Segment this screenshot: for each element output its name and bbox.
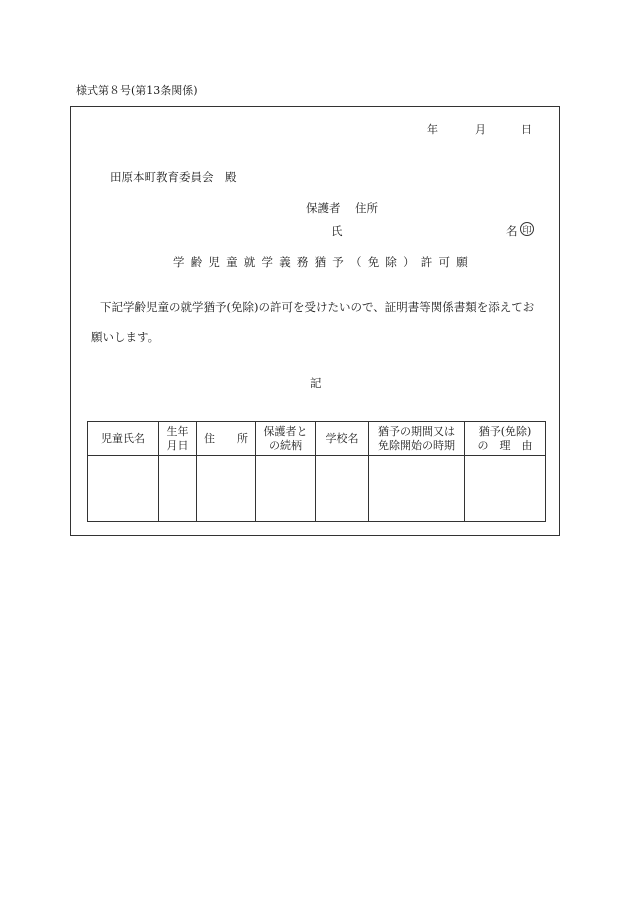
cell-guardian-relation[interactable]	[256, 456, 316, 522]
guardian-label: 保護者	[306, 201, 341, 215]
name-label-family: 氏	[331, 224, 343, 238]
cell-period[interactable]	[369, 456, 465, 522]
date-year-label: 年	[427, 123, 438, 136]
name-label-given: 名	[506, 224, 518, 238]
body-text-line-1: 下記学齢児童の就学猶予(免除)の許可を受けたいので、証明書等関係書類を添えてお	[100, 300, 535, 314]
student-info-table	[87, 421, 546, 522]
header-reason: 猶予(免除) の 理 由	[465, 422, 546, 456]
cell-birth-date[interactable]	[159, 456, 197, 522]
document-title: 学齢児童就学義務猶予（免除）許可願	[173, 255, 474, 269]
table-row	[88, 456, 546, 522]
ki-heading: 記	[310, 376, 322, 390]
header-child-name: 児童氏名	[88, 422, 159, 456]
table-header-row	[88, 422, 546, 456]
header-school-name: 学校名	[316, 422, 369, 456]
address-label: 住所	[355, 201, 378, 215]
date-day-label: 日	[521, 123, 532, 136]
cell-address[interactable]	[197, 456, 256, 522]
cell-reason[interactable]	[465, 456, 546, 522]
form-number-label: 様式第８号(第13条関係)	[76, 84, 198, 97]
addressee: 田原本町教育委員会 殿	[110, 170, 237, 184]
seal-icon: 印	[520, 222, 534, 236]
body-text-line-2: 願いします。	[91, 330, 160, 344]
cell-school-name[interactable]	[316, 456, 369, 522]
header-address: 住 所	[197, 422, 256, 456]
cell-child-name[interactable]	[88, 456, 159, 522]
date-month-label: 月	[475, 123, 486, 136]
header-birth-date: 生年 月日	[159, 422, 197, 456]
header-guardian-relation: 保護者と の続柄	[256, 422, 316, 456]
header-period: 猶予の期間又は 免除開始の時期	[369, 422, 465, 456]
